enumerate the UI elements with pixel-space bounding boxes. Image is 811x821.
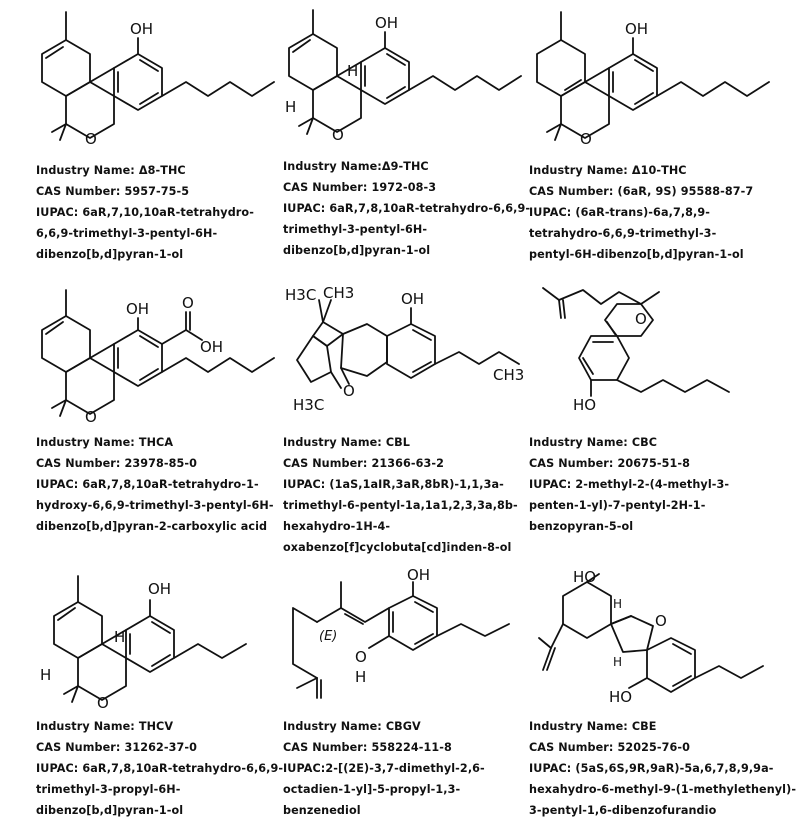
iupac-line: penten-1-yl)-7-pentyl-2H-1- bbox=[529, 499, 706, 512]
oh-label: OH bbox=[375, 14, 399, 32]
oh-label: OH bbox=[625, 20, 649, 38]
h-label: H bbox=[114, 628, 126, 646]
o-label: O bbox=[85, 130, 97, 148]
oh-label: OH bbox=[126, 300, 150, 318]
cas-number: CAS Number: 5957-75-5 bbox=[36, 185, 190, 198]
oh-label: OH bbox=[407, 568, 431, 584]
structure-diagram bbox=[36, 568, 286, 713]
iupac-line: dibenzo[b,d]pyran-1-ol bbox=[36, 248, 184, 261]
e-stereo-label: (E) bbox=[319, 629, 338, 644]
h-label: H bbox=[40, 666, 52, 684]
structure-diagram bbox=[529, 284, 779, 429]
iupac-line: hydroxy-6,6,9-trimethyl-3-pentyl-6H- bbox=[36, 499, 274, 512]
cas-number: CAS Number: 23978-85-0 bbox=[36, 457, 198, 470]
iupac-line: IUPAC:2-[(2E)-3,7-dimethyl-2,6- bbox=[283, 762, 485, 775]
structure-diagram bbox=[283, 568, 533, 713]
oh-label: OH bbox=[200, 338, 224, 356]
iupac-line: trimethyl-3-propyl-6H- bbox=[36, 783, 181, 796]
iupac-line: oxabenzo[f]cyclobuta[cd]inden-8-ol bbox=[283, 541, 512, 554]
industry-name: Industry Name: THCV bbox=[36, 720, 174, 733]
iupac-line: IUPAC: 2-methyl-2-(4-methyl-3- bbox=[529, 478, 730, 491]
iupac-line: IUPAC: 6aR,7,8,10aR-tetrahydro-6,6,9- bbox=[283, 202, 531, 215]
o-label: O bbox=[655, 612, 667, 630]
cas-number: CAS Number: 31262-37-0 bbox=[36, 741, 198, 754]
ch3-label: CH3 bbox=[493, 366, 525, 384]
cas-number: CAS Number: 1972-08-3 bbox=[283, 181, 437, 194]
iupac-line: IUPAC: 6aR,7,8,10aR-tetrahydro-1- bbox=[36, 478, 259, 491]
compound-info bbox=[283, 432, 518, 558]
iupac-line: hexahydro-6-methyl-9-(1-methylethenyl)- bbox=[529, 783, 797, 796]
iupac-line: IUPAC: 6aR,7,8,10aR-tetrahydro-6,6,9- bbox=[36, 762, 284, 775]
oh-label: OH bbox=[148, 580, 172, 598]
structure-diagram bbox=[529, 568, 779, 713]
h-label: H bbox=[613, 597, 623, 611]
iupac-line: dibenzo[b,d]pyran-2-carboxylic acid bbox=[36, 520, 268, 533]
o-label: O bbox=[182, 294, 194, 312]
cas-number: CAS Number: (6aR, 9S) 95588-87-7 bbox=[529, 185, 754, 198]
iupac-line: trimethyl-3-pentyl-6H- bbox=[283, 223, 428, 236]
oh-label: OH bbox=[130, 20, 154, 38]
structure-diagram bbox=[283, 0, 533, 150]
o-label: O bbox=[332, 126, 344, 144]
iupac-line: tetrahydro-6,6,9-trimethyl-3- bbox=[529, 227, 717, 240]
cas-number: CAS Number: 558224-11-8 bbox=[283, 741, 452, 754]
iupac-line: IUPAC: (1aS,1aIR,3aR,8bR)-1,1,3a- bbox=[283, 478, 504, 491]
compound-info bbox=[36, 432, 274, 537]
o-label: O bbox=[580, 130, 592, 148]
compound-info bbox=[283, 716, 485, 821]
o-label: O bbox=[635, 310, 647, 328]
compound-info bbox=[529, 716, 796, 821]
cas-number: CAS Number: 20675-51-8 bbox=[529, 457, 691, 470]
industry-name: Industry Name:Δ9-THC bbox=[283, 160, 429, 173]
o-label: O bbox=[343, 382, 355, 400]
iupac-line: 6,6,9-trimethyl-3-pentyl-6H- bbox=[36, 227, 218, 240]
h-label: H bbox=[347, 62, 359, 80]
ho-label: HO bbox=[573, 568, 597, 586]
iupac-line: IUPAC: (6aR-trans)-6a,7,8,9- bbox=[529, 206, 711, 219]
industry-name: Industry Name: CBL bbox=[283, 436, 411, 449]
iupac-line: dibenzo[b,d]pyran-1-ol bbox=[36, 804, 184, 817]
industry-name: Industry Name: THCA bbox=[36, 436, 174, 449]
structure-diagram bbox=[529, 0, 779, 150]
industry-name: Industry Name: CBC bbox=[529, 436, 658, 449]
h-label: H bbox=[613, 655, 623, 669]
cas-number: CAS Number: 52025-76-0 bbox=[529, 741, 691, 754]
industry-name: Industry Name: CBE bbox=[529, 720, 657, 733]
h-label: H bbox=[285, 98, 297, 116]
o-label: O bbox=[85, 408, 97, 426]
iupac-line: benzenediol bbox=[283, 804, 361, 817]
o-label: O bbox=[355, 648, 367, 666]
h3c-label: H3C bbox=[285, 286, 317, 304]
industry-name: Industry Name: Δ10-THC bbox=[529, 164, 687, 177]
h3c-label: H3C bbox=[293, 396, 325, 414]
oh-label: OH bbox=[401, 290, 425, 308]
iupac-line: benzopyran-5-ol bbox=[529, 520, 634, 533]
ho-label: HO bbox=[573, 396, 597, 414]
industry-name: Industry Name: CBGV bbox=[283, 720, 421, 733]
iupac-line: 3-pentyl-1,6-dibenzofurandio bbox=[529, 804, 717, 817]
industry-name: Industry Name: Δ8-THC bbox=[36, 164, 186, 177]
compound-info bbox=[36, 160, 254, 265]
ch3-label: CH3 bbox=[323, 284, 355, 302]
h-label: H bbox=[355, 668, 367, 686]
ho-label: HO bbox=[609, 688, 633, 706]
iupac-line: IUPAC: (5aS,6S,9R,9aR)-5a,6,7,8,9,9a- bbox=[529, 762, 774, 775]
iupac-line: octadien-1-yl]-5-propyl-1,3- bbox=[283, 783, 461, 796]
compound-info bbox=[283, 156, 530, 261]
structure-diagram bbox=[283, 284, 533, 429]
iupac-line: dibenzo[b,d]pyran-1-ol bbox=[283, 244, 431, 257]
iupac-line: trimethyl-6-pentyl-1a,1a1,2,3,3a,8b- bbox=[283, 499, 518, 512]
iupac-line: pentyl-6H-dibenzo[b,d]pyran-1-ol bbox=[529, 248, 744, 261]
compound-info bbox=[529, 160, 753, 265]
structure-diagram bbox=[36, 284, 286, 429]
structure-diagram bbox=[36, 0, 286, 150]
compound-info bbox=[529, 432, 729, 537]
o-label: O bbox=[97, 694, 109, 712]
compound-info bbox=[36, 716, 283, 821]
iupac-line: hexahydro-1H-4- bbox=[283, 520, 391, 533]
iupac-line: IUPAC: 6aR,7,10,10aR-tetrahydro- bbox=[36, 206, 254, 219]
cas-number: CAS Number: 21366-63-2 bbox=[283, 457, 445, 470]
